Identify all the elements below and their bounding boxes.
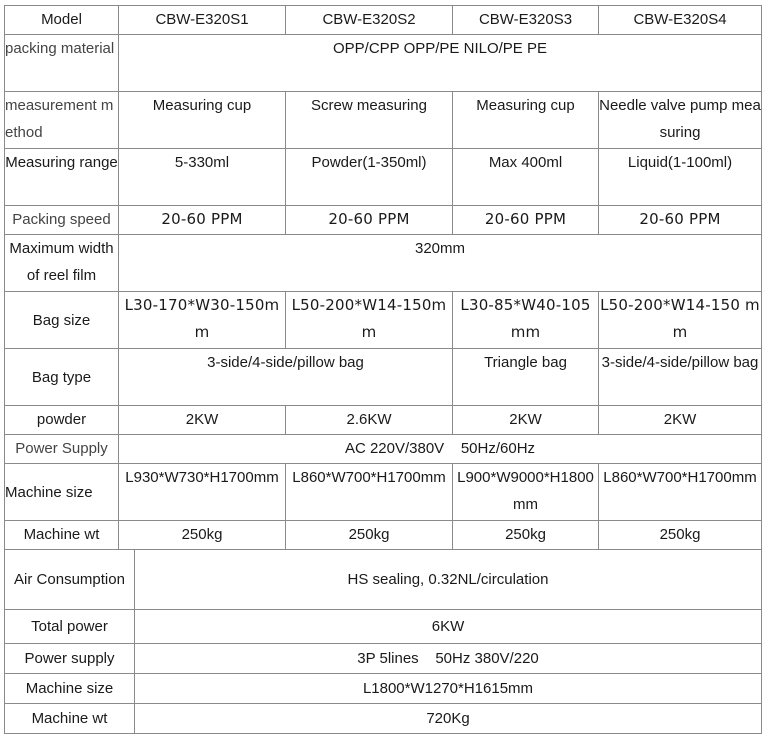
machine-size-s1: L930*W730*H1700mm: [119, 464, 286, 521]
machine-size-s2: L860*W700*H1700mm: [286, 464, 453, 521]
table-row: [5, 435, 762, 464]
power-supply-value: AC 220V/380V 50Hz/60Hz: [119, 435, 762, 464]
bag-size-s1: L30-170*W30-150mm: [119, 292, 286, 349]
machine-wt-s4: 250kg: [599, 521, 762, 550]
max-reel-width-value: 320mm: [119, 235, 762, 292]
header-model-s4: CBW-E320S4: [599, 6, 762, 35]
table-row: [5, 235, 762, 292]
machine-size-s3: L900*W9000*H1800 mm: [453, 464, 599, 521]
header-model-s2: CBW-E320S2: [286, 6, 453, 35]
bag-type-s4: 3-side/4-side/pillow bag: [599, 349, 762, 406]
row-label-bag-type: Bag type: [5, 349, 119, 406]
row-label-machine-size-common: Machine size: [5, 674, 135, 704]
measuring-range-s3: Max 400ml: [453, 149, 599, 206]
powder-s4: 2KW: [599, 406, 762, 435]
measurement-method-s4: Needle valve pump measuring: [599, 92, 762, 149]
table-row: [5, 292, 762, 349]
machine-wt-common-value: 720Kg: [135, 704, 762, 734]
table-row: [5, 206, 762, 235]
table-row: [5, 406, 762, 435]
packing-speed-s1: 20-60 PPM: [119, 206, 286, 235]
row-label-packing-speed: Packing speed: [5, 206, 119, 235]
measurement-method-s3: Measuring cup: [453, 92, 599, 149]
table-row: [5, 35, 762, 92]
bag-type-s3: Triangle bag: [453, 349, 599, 406]
powder-s1: 2KW: [119, 406, 286, 435]
packing-speed-s4: 20-60 PPM: [599, 206, 762, 235]
table-row: [5, 674, 762, 704]
row-label-power-supply: Power Supply: [5, 435, 119, 464]
total-power-value: 6KW: [135, 610, 762, 644]
measuring-range-s1: 5-330ml: [119, 149, 286, 206]
powder-s2: 2.6KW: [286, 406, 453, 435]
air-consumption-value: HS sealing, 0.32NL/circulation: [135, 550, 762, 610]
machine-wt-s2: 250kg: [286, 521, 453, 550]
table-row: [5, 550, 762, 610]
power-supply-common-value: 3P 5lines 50Hz 380V/220: [135, 644, 762, 674]
table-row: [5, 521, 762, 550]
table-row: [5, 92, 762, 149]
row-label-power-supply-common: Power supply: [5, 644, 135, 674]
common-spec-table: [4, 549, 762, 734]
table-row: [5, 610, 762, 644]
machine-wt-s3: 250kg: [453, 521, 599, 550]
row-label-air-consumption: Air Consumption: [5, 550, 135, 610]
header-model-label: Model: [5, 6, 119, 35]
packing-material-value: OPP/CPP OPP/PE NILO/PE PE: [119, 35, 762, 92]
measuring-range-s2: Powder(1-350ml): [286, 149, 453, 206]
bag-size-s4: L50-200*W14-150 mm: [599, 292, 762, 349]
table-row: [5, 349, 762, 406]
table-header-row: [5, 6, 762, 35]
bag-type-s1-s2: 3-side/4-side/pillow bag: [119, 349, 453, 406]
row-label-machine-wt: Machine wt: [5, 521, 119, 550]
row-label-measurement-method: measurement method: [5, 92, 119, 149]
row-label-max-reel-width: Maximum width of reel film: [5, 235, 119, 292]
table-row: [5, 149, 762, 206]
machine-size-common-value: L1800*W1270*H1615mm: [135, 674, 762, 704]
packing-speed-s3: 20-60 PPM: [453, 206, 599, 235]
row-label-measuring-range: Measuring range: [5, 149, 119, 206]
table-row: [5, 644, 762, 674]
measurement-method-s2: Screw measuring: [286, 92, 453, 149]
packing-speed-s2: 20-60 PPM: [286, 206, 453, 235]
row-label-total-power: Total power: [5, 610, 135, 644]
header-model-s1: CBW-E320S1: [119, 6, 286, 35]
row-label-powder: powder: [5, 406, 119, 435]
header-model-s3: CBW-E320S3: [453, 6, 599, 35]
bag-size-s3: L30-85*W40-105 mm: [453, 292, 599, 349]
powder-s3: 2KW: [453, 406, 599, 435]
machine-size-s4: L860*W700*H1700mm: [599, 464, 762, 521]
table-row: [5, 464, 762, 521]
row-label-machine-wt-common: Machine wt: [5, 704, 135, 734]
table-row: [5, 704, 762, 734]
row-label-bag-size: Bag size: [5, 292, 119, 349]
machine-wt-s1: 250kg: [119, 521, 286, 550]
bag-size-s2: L50-200*W14-150mm: [286, 292, 453, 349]
row-label-machine-size: Machine size: [5, 464, 119, 521]
measuring-range-s4: Liquid(1-100ml): [599, 149, 762, 206]
measurement-method-s1: Measuring cup: [119, 92, 286, 149]
spec-table: [4, 5, 762, 550]
row-label-packing-material: packing material: [5, 35, 119, 92]
